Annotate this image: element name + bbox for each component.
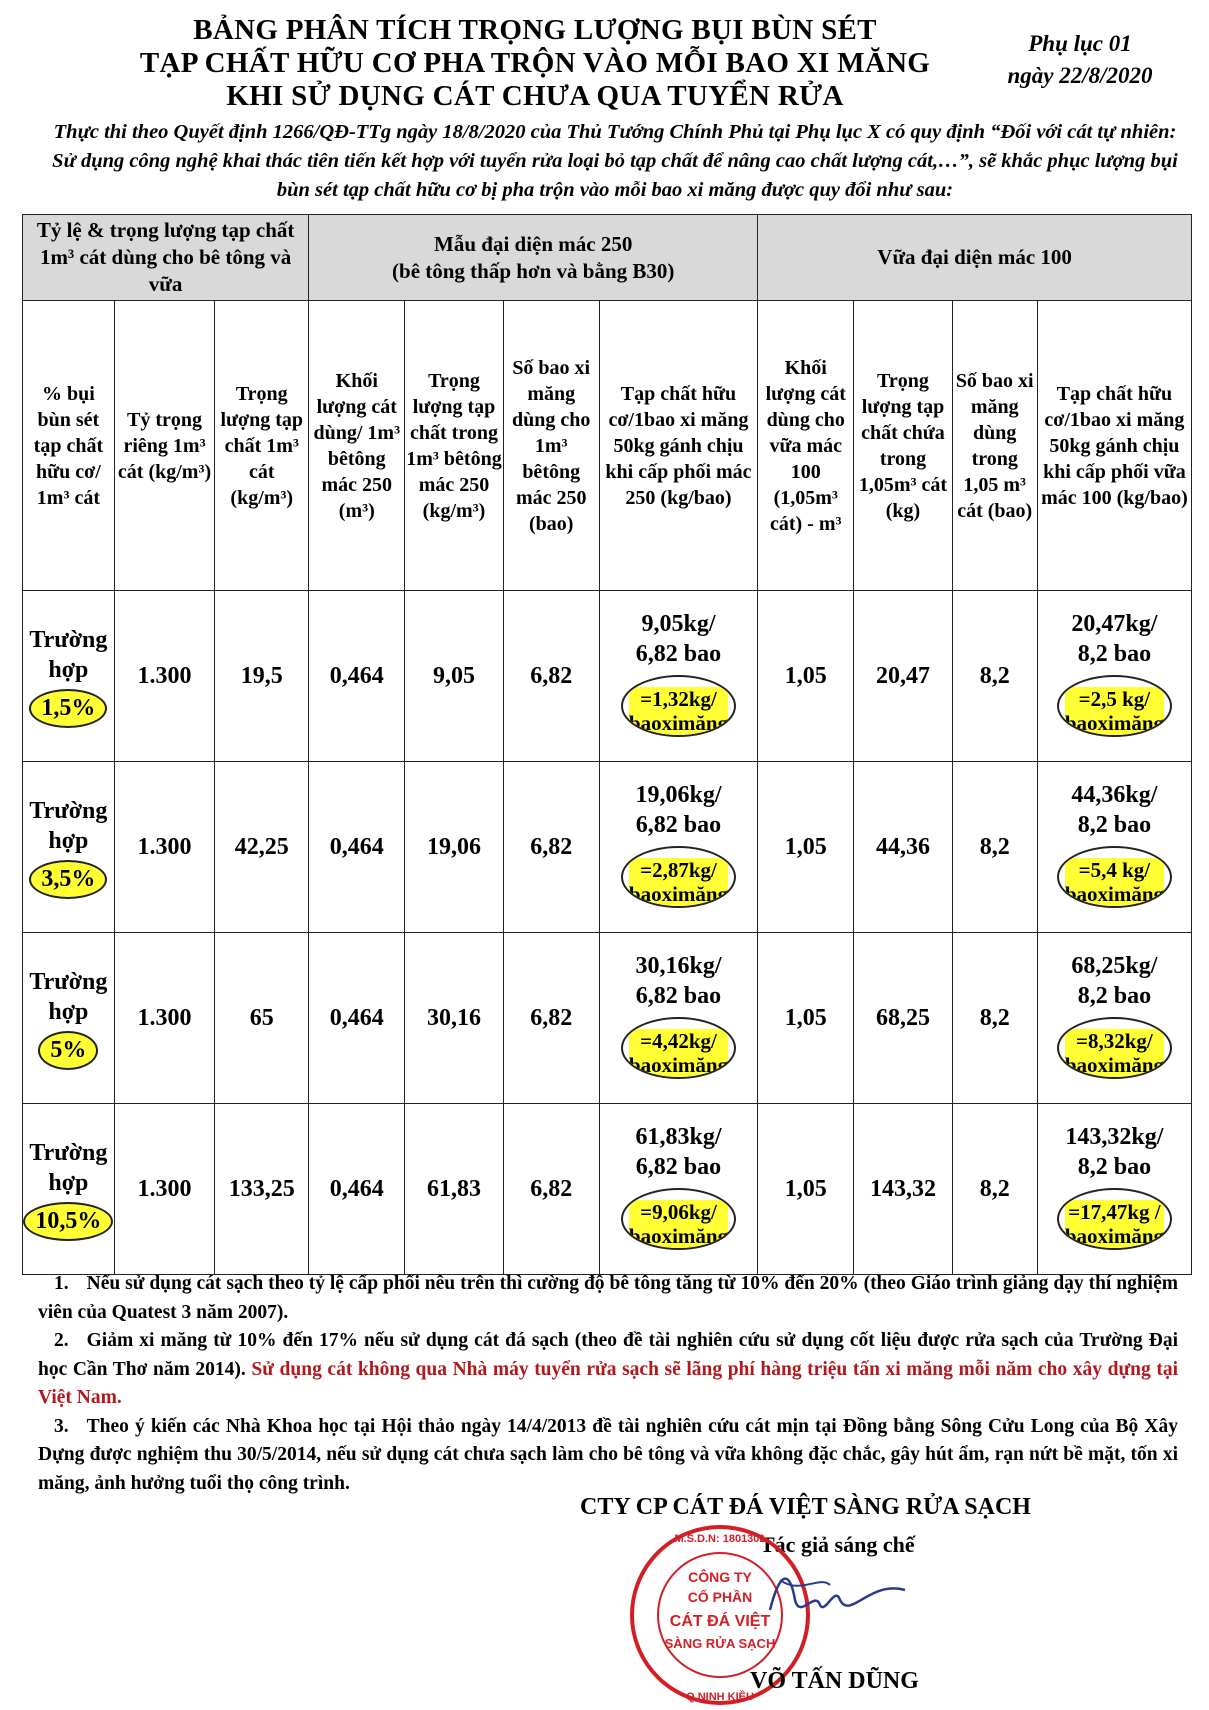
case-label: Trường xyxy=(29,626,108,653)
table-row xyxy=(23,591,1192,762)
calc-line: 6,82 bao xyxy=(635,811,722,838)
calc-line: 6,82 bao xyxy=(635,982,722,1009)
note-number: 3. xyxy=(54,1415,69,1437)
title-line-1: BẢNG PHÂN TÍCH TRỌNG LƯỢNG BỤI BÙN SÉT xyxy=(193,14,877,46)
impurity-mortar-cell: 44,36 xyxy=(854,762,952,933)
col-header: Trọng lượng tạp chất 1m³ cát (kg/m³) xyxy=(215,301,309,591)
mortar-result-cell xyxy=(1037,933,1191,1104)
col-header: Số bao xi măng dùng trong 1,05 m³ cát (bao) xyxy=(952,301,1037,591)
impurity-mortar-cell: 20,47 xyxy=(854,591,952,762)
density-cell: 1.300 xyxy=(114,591,215,762)
calc-line: 8,2 bao xyxy=(1077,982,1152,1009)
company-name: CTY CP CÁT ĐÁ VIỆT SÀNG RỬA SẠCH xyxy=(580,1494,1031,1520)
case-label: Trường xyxy=(29,1139,108,1166)
result-unit: baoximăng xyxy=(628,710,729,735)
mortar-bags-cell: 8,2 xyxy=(952,1104,1037,1275)
sand-volume-cell: 0,464 xyxy=(309,1104,405,1275)
mortar-volume-cell: 1,05 xyxy=(758,762,854,933)
group-header-row xyxy=(23,215,1192,301)
table-row xyxy=(23,933,1192,1104)
result-oval xyxy=(621,1017,736,1079)
calc-line: 6,82 bao xyxy=(635,640,722,667)
intro-paragraph: Thực thi theo Quyết định 1266/QĐ-TTg ngày 18/8/2020 của Thủ Tướng Chính Phủ tại Phụ lục X có quy định “Đối với cát tự nhiên: Sử dụng công nghệ khai thác tiên tiến kết hợp với tuyển rửa loại bỏ tạp chất để nâng cao chất lượng cát,…”, sẽ khắc phục lượng bụi bùn sét tạp chất hữu cơ bị pha trộn vào mỗi bao xi măng được quy đổi như sau: xyxy=(52,121,1178,201)
title-block xyxy=(90,14,980,113)
result-value: =17,47kg / xyxy=(1065,1200,1164,1224)
header-mortar: Vữa đại diện mác 100 xyxy=(758,215,1192,301)
result-unit: baoximăng xyxy=(1064,1223,1164,1248)
title-line-2: TẠP CHẤT HỮU CƠ PHA TRỘN VÀO MỖI BAO XI MĂNG xyxy=(139,47,931,79)
table-row xyxy=(23,1104,1192,1275)
mortar-result-cell xyxy=(1037,1104,1191,1275)
result-unit: baoximăng xyxy=(628,881,729,906)
bags-cell: 6,82 xyxy=(503,762,599,933)
sand-volume-cell: 0,464 xyxy=(309,762,405,933)
col-header: Khối lượng cát dùng/ 1m³ bêtông mác 250 (m³) xyxy=(309,301,405,591)
svg-text:CÔNG TY: CÔNG TY xyxy=(688,1569,752,1585)
table-row xyxy=(23,762,1192,933)
col-header: Tạp chất hữu cơ/1bao xi măng 50kg gánh chịu khi cấp phối vữa mác 100 (kg/bao) xyxy=(1037,301,1191,591)
note-1 xyxy=(38,1270,1178,1327)
case-cell xyxy=(23,1104,115,1275)
mortar-bags-cell: 8,2 xyxy=(952,933,1037,1104)
result-value: =5,4 kg/ xyxy=(1065,858,1164,882)
column-header-row xyxy=(23,301,1192,591)
title-line-3: KHI SỬ DỤNG CÁT CHƯA QUA TUYỂN RỬA xyxy=(226,80,844,112)
bags-cell: 6,82 xyxy=(503,591,599,762)
note-number: 2. xyxy=(54,1330,69,1351)
impurity-cell: 19,5 xyxy=(215,591,309,762)
svg-text:M.S.D.N: 1801301: M.S.D.N: 1801301 xyxy=(674,1533,766,1545)
calc-line: 20,47kg/ xyxy=(1071,610,1158,637)
impurity-concrete-cell: 9,05 xyxy=(405,591,503,762)
result-value: =8,32kg/ xyxy=(1065,1029,1164,1053)
pct-badge: 10,5% xyxy=(23,1202,113,1241)
mortar-bags-cell: 8,2 xyxy=(952,762,1037,933)
result-oval xyxy=(621,675,736,737)
svg-text:CÁT ĐÁ VIỆT: CÁT ĐÁ VIỆT xyxy=(669,1613,771,1630)
result-oval xyxy=(621,1188,736,1250)
result-oval xyxy=(1057,846,1172,908)
note-2 xyxy=(38,1327,1178,1413)
calc-line: 44,36kg/ xyxy=(1071,781,1158,808)
header-ratio: Tỷ lệ & trọng lượng tạp chất 1m³ cát dùng cho bê tông và vữa xyxy=(23,215,309,301)
case-cell xyxy=(23,762,115,933)
result-unit: baoximăng xyxy=(1064,710,1164,735)
case-cell xyxy=(23,933,115,1104)
concrete-result-cell xyxy=(599,933,757,1104)
result-value: =2,87kg/ xyxy=(629,858,728,882)
author-name: VÕ TẤN DŨNG xyxy=(750,1668,919,1694)
impurity-mortar-cell: 68,25 xyxy=(854,933,952,1104)
note-text: Nếu sử dụng cát sạch theo tỷ lệ cấp phối nêu trên thì cường độ bê tông tăng từ 10% đến 20% (theo Giáo trình giảng dạy thí nghiệm viên của Quatest 3 năm 2007). xyxy=(38,1273,1178,1323)
author-role: Tác giả sáng chế xyxy=(760,1532,915,1557)
svg-text:SÀNG RỬA SẠCH: SÀNG RỬA SẠCH xyxy=(664,1636,776,1651)
signature-mark xyxy=(760,1560,910,1630)
case-label: Trường xyxy=(29,968,108,995)
impurity-cell: 42,25 xyxy=(215,762,309,933)
density-cell: 1.300 xyxy=(114,762,215,933)
result-oval xyxy=(1057,1017,1172,1079)
pct-badge: 1,5% xyxy=(29,689,107,728)
result-value: =9,06kg/ xyxy=(629,1200,728,1224)
result-value: =4,42kg/ xyxy=(629,1029,728,1053)
calc-line: 19,06kg/ xyxy=(635,781,722,808)
case-label: Trường xyxy=(29,797,108,824)
col-header: % bụi bùn sét tạp chất hữu cơ/ 1m³ cát xyxy=(23,301,115,591)
calc-line: 8,2 bao xyxy=(1077,1153,1152,1180)
case-label: hợp xyxy=(48,1169,89,1196)
mortar-volume-cell: 1,05 xyxy=(758,1104,854,1275)
concrete-result-cell xyxy=(599,591,757,762)
calc-line: 143,32kg/ xyxy=(1065,1123,1164,1150)
notes-section xyxy=(38,1270,1178,1498)
header-concrete: Mẫu đại diện mác 250 (bê tông thấp hơn và bằng B30) xyxy=(309,215,758,301)
col-header: Tạp chất hữu cơ/1bao xi măng 50kg gánh chịu khi cấp phối mác 250 (kg/bao) xyxy=(599,301,757,591)
calc-line: 8,2 bao xyxy=(1077,811,1152,838)
note-number: 1. xyxy=(54,1273,69,1294)
mortar-result-cell xyxy=(1037,591,1191,762)
calc-line: 61,83kg/ xyxy=(635,1123,722,1150)
note-text: Giảm xi măng từ 10% đến 17% nếu sử dụng cát đá sạch (theo đề tài nghiên cứu sử dụng cốt liệu được rửa sạch của Trường Đại học Cần Thơ năm 2014). xyxy=(38,1330,1178,1380)
mortar-volume-cell: 1,05 xyxy=(758,933,854,1104)
sand-volume-cell: 0,464 xyxy=(309,591,405,762)
impurity-concrete-cell: 30,16 xyxy=(405,933,503,1104)
result-unit: baoximăng xyxy=(1064,1052,1164,1077)
case-label: hợp xyxy=(48,827,89,854)
result-unit: baoximăng xyxy=(1064,881,1164,906)
result-unit: baoximăng xyxy=(628,1052,729,1077)
bags-cell: 6,82 xyxy=(503,933,599,1104)
appendix-label xyxy=(960,28,1200,92)
col-header: Tỷ trọng riêng 1m³ cát (kg/m³) xyxy=(114,301,215,591)
appendix-date: ngày 22/8/2020 xyxy=(1007,63,1153,88)
col-header: Số bao xi măng dùng cho 1m³ bêtông mác 250 (bao) xyxy=(503,301,599,591)
mortar-bags-cell: 8,2 xyxy=(952,591,1037,762)
calc-line: 6,82 bao xyxy=(635,1153,722,1180)
calc-line: 8,2 bao xyxy=(1077,640,1152,667)
impurity-mortar-cell: 143,32 xyxy=(854,1104,952,1275)
pct-badge: 5% xyxy=(38,1031,98,1070)
concrete-result-cell xyxy=(599,1104,757,1275)
calc-line: 68,25kg/ xyxy=(1071,952,1158,979)
pct-badge: 3,5% xyxy=(29,860,107,899)
svg-text:Q.NINH KIỀU: Q.NINH KIỀU xyxy=(686,1691,754,1703)
result-oval xyxy=(1057,675,1172,737)
result-unit: baoximăng xyxy=(628,1223,729,1248)
density-cell: 1.300 xyxy=(114,1104,215,1275)
case-label: hợp xyxy=(48,998,89,1025)
note-3 xyxy=(38,1413,1178,1499)
mortar-volume-cell: 1,05 xyxy=(758,591,854,762)
impurity-concrete-cell: 61,83 xyxy=(405,1104,503,1275)
col-header: Khối lượng cát dùng cho vữa mác 100 (1,05m³ cát) - m³ xyxy=(758,301,854,591)
note-text: Theo ý kiến các Nhà Khoa học tại Hội thảo ngày 14/4/2013 đề tài nghiên cứu cát mịn tại Đồng bằng Sông Cửu Long của Bộ Xây Dựng được nghiệm thu 30/5/2014, nếu sử dụng cát chưa sạch làm cho bê tông và vữa không đặc chắc, gây hút ẩm, rạn nứt bề mặt, tốn xi măng, ảnh hưởng tuổi thọ công trình. xyxy=(38,1415,1178,1494)
impurity-cell: 65 xyxy=(215,933,309,1104)
case-label: hợp xyxy=(48,656,89,683)
result-oval xyxy=(1057,1188,1172,1250)
calc-line: 9,05kg/ xyxy=(641,610,716,637)
concrete-result-cell xyxy=(599,762,757,933)
impurity-cell: 133,25 xyxy=(215,1104,309,1275)
svg-text:CỔ PHẦN: CỔ PHẦN xyxy=(687,1589,753,1605)
result-value: =2,5 kg/ xyxy=(1065,687,1164,711)
col-header: Trọng lượng tạp chất trong 1m³ bêtông mác 250 (kg/m³) xyxy=(405,301,503,591)
result-value: =1,32kg/ xyxy=(629,687,728,711)
calc-line: 30,16kg/ xyxy=(635,952,722,979)
density-cell: 1.300 xyxy=(114,933,215,1104)
case-cell xyxy=(23,591,115,762)
impurity-concrete-cell: 19,06 xyxy=(405,762,503,933)
sand-volume-cell: 0,464 xyxy=(309,933,405,1104)
col-header: Trọng lượng tạp chất chứa trong 1,05m³ cát (kg) xyxy=(854,301,952,591)
mortar-result-cell xyxy=(1037,762,1191,933)
note-highlight: Sử dụng cát không qua Nhà máy tuyển rửa sạch sẽ lãng phí hàng triệu tấn xi măng mỗi năm cho xây dựng tại Việt Nam. xyxy=(38,1358,1178,1408)
bags-cell: 6,82 xyxy=(503,1104,599,1275)
appendix-number: Phụ lục 01 xyxy=(1028,31,1132,56)
result-oval xyxy=(621,846,736,908)
analysis-table xyxy=(22,214,1192,1275)
